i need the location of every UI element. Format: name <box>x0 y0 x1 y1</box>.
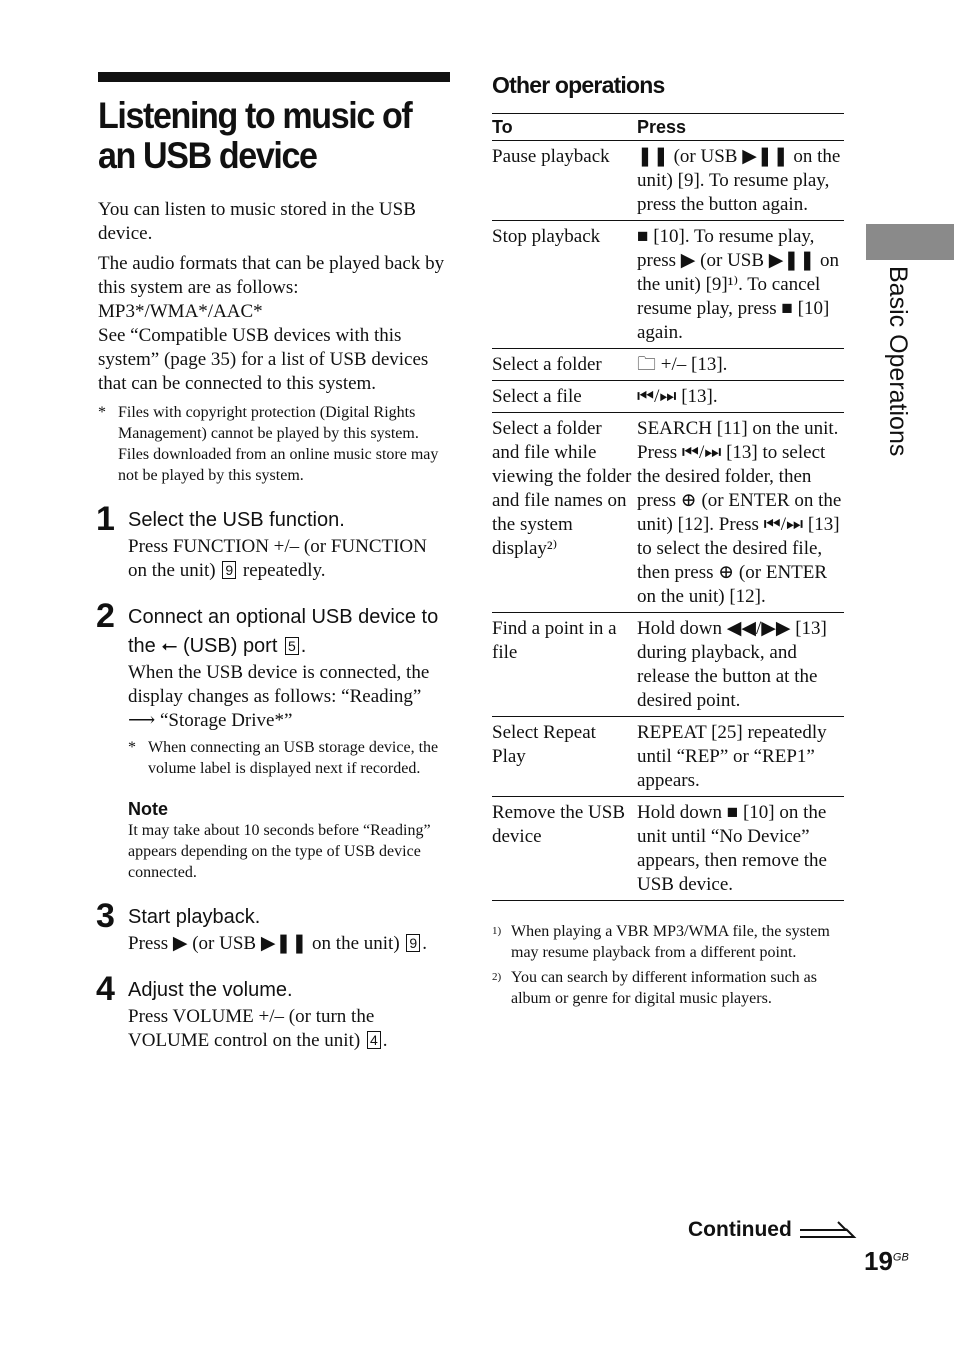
footnote <box>492 921 844 963</box>
cell-to: Stop playback <box>492 221 637 349</box>
step-text: Press VOLUME +/– (or turn the VOLUME control on the unit) <box>128 1006 375 1051</box>
operations-table <box>492 113 844 901</box>
cell-press: ❚❚ (or USB ▶❚❚ on the unit) [9]. To resume play, press the button again. <box>637 141 844 221</box>
table-row <box>492 613 844 717</box>
step-title: Connect an optional USB device to the ⭠ (USB) port 5 . <box>128 606 439 657</box>
note-body: It may take about 10 seconds before “Reading” appears depending on the type of USB device connected. <box>128 822 431 881</box>
cell-press: REPEAT [25] repeatedly until “REP” or “REP1” appears. <box>637 717 844 797</box>
continued-indicator <box>688 1218 860 1242</box>
step-4 <box>96 970 450 1053</box>
page-number <box>864 1246 909 1277</box>
step-text: . <box>382 1030 388 1051</box>
step-number: 2 <box>96 597 115 635</box>
cell-to: Select a file <box>492 381 637 413</box>
step-body <box>128 1005 450 1053</box>
step-text: . <box>422 933 427 954</box>
cell-to: Find a point in a file <box>492 613 637 717</box>
step-body <box>128 535 450 583</box>
cell-to: Pause playback <box>492 141 637 221</box>
cell-to: Select a folder <box>492 349 637 381</box>
key-ref: 9 <box>406 934 420 952</box>
step-title: Select the USB function. <box>128 509 345 531</box>
column-header-to: To <box>492 114 637 141</box>
step-body <box>128 932 450 956</box>
key-ref: 9 <box>222 561 236 579</box>
step-1 <box>96 500 450 583</box>
title-rule <box>98 72 450 82</box>
table-row <box>492 381 844 413</box>
footnote-text: When connecting an USB storage device, the volume label is displayed next if recorded. <box>148 739 439 777</box>
step-number: 3 <box>96 897 115 935</box>
table-footnotes <box>492 921 844 1009</box>
page-number-value: 19 <box>864 1246 893 1276</box>
table-row <box>492 413 844 613</box>
cell-press: Hold down ◀◀/▶▶ [13] during playback, and release the button at the desired point. <box>637 613 844 717</box>
cell-to: Select Repeat Play <box>492 717 637 797</box>
cell-press: Hold down ■ [10] on the unit until “No Device” appears, then remove the USB device. <box>637 797 844 901</box>
step-title: Start playback. <box>128 906 261 928</box>
step-title-text: Connect an optional USB device to the <box>128 606 439 657</box>
step-number: 4 <box>96 970 115 1008</box>
intro-footnote <box>98 402 450 486</box>
page-suffix: GB <box>892 1251 909 1264</box>
table-header-row <box>492 114 844 141</box>
footnote-mark: 2) <box>492 971 502 983</box>
step-2 <box>96 597 450 883</box>
step-number: 1 <box>96 500 115 538</box>
right-column <box>492 72 844 1009</box>
step-3 <box>96 897 450 956</box>
step-text: Press FUNCTION +/– (or FUNCTION on the unit) <box>128 536 427 581</box>
cell-press: ■ [10]. To resume play, press ▶ (or USB ▶❚❚ on the unit) [9]¹⁾. To cancel resume play, press ■ [10] again. <box>637 221 844 349</box>
table-row <box>492 797 844 901</box>
other-operations-heading: Other operations <box>492 72 665 98</box>
step-title-text: (USB) port <box>182 635 278 657</box>
cell-to: Select a folder and file while viewing the folder and file names on the system display²⁾ <box>492 413 637 613</box>
table-row <box>492 221 844 349</box>
left-column <box>98 72 450 1053</box>
table-row <box>492 717 844 797</box>
table-row <box>492 141 844 221</box>
footnote <box>492 967 844 1009</box>
footnote-line: Files downloaded from an online music store may not be played by this system. <box>118 446 439 484</box>
footnote-mark: 1) <box>492 925 502 937</box>
usb-icon: ⭠ <box>161 635 178 657</box>
cell-press: 🗀 +/– [13]. <box>637 349 844 381</box>
cell-to: Remove the USB device <box>492 797 637 901</box>
section-tab <box>866 224 954 260</box>
page-title: Listening to music of an USB device <box>98 95 412 176</box>
step-text: repeatedly. <box>242 560 326 581</box>
table-row <box>492 349 844 381</box>
step-body: When the USB device is connected, the display changes as follows: “Reading” ⟶ “Storage Drive*” <box>128 662 430 731</box>
step-title: Adjust the volume. <box>128 979 293 1001</box>
intro-paragraph: See “Compatible USB devices with this system” (page 35) for a list of USB devices that can be connected to this system. <box>98 325 429 394</box>
intro-paragraph: You can listen to music stored in the USB device. <box>98 199 416 244</box>
cell-press: SEARCH [11] on the unit. Press ⏮/⏭ [13] to select the desired folder, then press ⊕ (or ENTER on the unit) [12]. Press ⏮/⏭ [13] to select the desired file, then press ⊕ (or ENTER on the unit) [12]. <box>637 413 844 613</box>
intro-paragraph: The audio formats that can be played back by this system are as follows: MP3*/WMA*/AAC* <box>98 253 445 322</box>
footnote-mark: * <box>128 739 136 756</box>
continued-arrow-icon <box>798 1219 860 1241</box>
footnote-text: When playing a VBR MP3/WMA file, the system may resume playback from a different point. <box>511 923 830 961</box>
footnote-line: Files with copyright protection (Digital Rights Management) cannot be played by this system. <box>118 404 419 442</box>
step-footnote <box>128 737 450 779</box>
key-ref: 5 <box>285 637 299 655</box>
key-ref: 4 <box>367 1031 381 1049</box>
continued-label: Continued <box>688 1218 792 1241</box>
footnote-mark: * <box>98 404 106 421</box>
footnote-text: You can search by different information such as album or genre for digital music players. <box>511 969 817 1007</box>
column-header-press: Press <box>637 114 844 141</box>
note-title: Note <box>128 799 168 819</box>
step-text: Press ▶ (or USB ▶❚❚ on the unit) <box>128 933 400 954</box>
section-label: Basic Operations <box>884 266 912 457</box>
cell-press: ⏮/⏭ [13]. <box>637 381 844 413</box>
